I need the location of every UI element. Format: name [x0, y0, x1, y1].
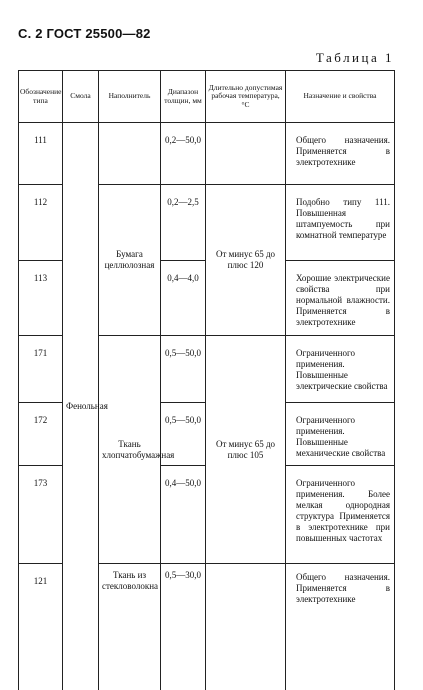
thickness-range: 0,2—2,5	[161, 185, 206, 261]
column-header-filler: Наполнитель	[99, 71, 161, 123]
resin-cell: Фенольная	[63, 123, 99, 690]
purpose-text: Ограниченного применения. Повышенные электрические свойства	[286, 336, 395, 403]
type-code: 173	[19, 466, 63, 564]
column-header-purpose: Назначение и свойства	[286, 71, 395, 123]
thickness-range: 0,4—50,0	[161, 466, 206, 564]
temperature-range-group2: От минус 65 до плюс 105	[206, 336, 286, 564]
table-row	[19, 123, 395, 185]
table-title: Таблица 1	[316, 50, 394, 66]
type-code: 172	[19, 403, 63, 466]
thickness-range: 0,4—4,0	[161, 261, 206, 336]
purpose-text: Подобно типу 111. Повышенная штампуемость при комнатной температуре	[286, 185, 395, 261]
type-code: 113	[19, 261, 63, 336]
temperature-cell-empty	[206, 564, 286, 690]
page-header: С. 2 ГОСТ 25500—82	[18, 26, 151, 41]
purpose-text: Общего назначения. Применяется в электротехнике	[286, 564, 395, 690]
type-code: 121	[19, 564, 63, 690]
filler-cell-empty	[99, 123, 161, 185]
thickness-range: 0,5—50,0	[161, 403, 206, 466]
temperature-range-group1: От минус 65 до плюс 120	[206, 185, 286, 336]
filler-paper: Бумага целлюлозная	[99, 185, 161, 336]
table-header-row	[19, 71, 395, 123]
purpose-text: Ограниченного применения. Повышенные механические свойства	[286, 403, 395, 466]
purpose-text: Хорошие электрические свойства при нормальной влажности. Применяется в электротехнике	[286, 261, 395, 336]
thickness-range: 0,2—50,0	[161, 123, 206, 185]
type-code: 112	[19, 185, 63, 261]
column-header-resin: Смола	[63, 71, 99, 123]
temperature-cell-empty	[206, 123, 286, 185]
column-header-temperature: Длительно допустимая рабочая температура, °С	[206, 71, 286, 123]
thickness-range: 0,5—50,0	[161, 336, 206, 403]
column-header-code: Обозначение типа	[19, 71, 63, 123]
purpose-text: Общего назначения. Применяется в электротехнике	[286, 123, 395, 185]
type-code: 111	[19, 123, 63, 185]
filler-cotton: Ткань хлопчатобумажная	[99, 336, 161, 564]
specification-table	[18, 70, 395, 690]
filler-glass: Ткань из стекловолокна	[99, 564, 161, 690]
type-code: 171	[19, 336, 63, 403]
thickness-range: 0,5—30,0	[161, 564, 206, 690]
column-header-thickness: Диапазон толщин, мм	[161, 71, 206, 123]
purpose-text: Ограниченного применения. Более мелкая однородная структура Применяется в электротехнике при повышенных частотах	[286, 466, 395, 564]
